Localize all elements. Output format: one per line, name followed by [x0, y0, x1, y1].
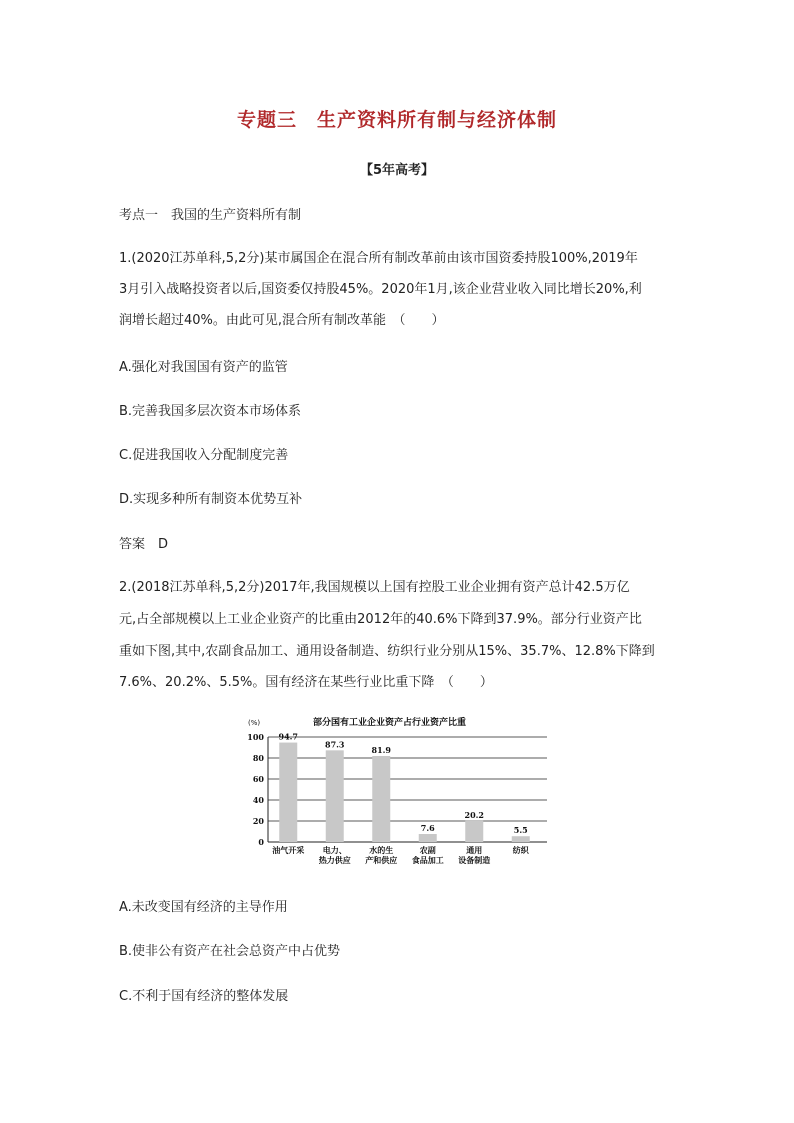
y-tick-label-100: 100	[247, 732, 264, 742]
q2-option-b: B.使非公有资产在社会总资产中占优势	[119, 944, 341, 959]
chart-title: 部分国有工业企业资产占行业资产比重	[313, 718, 467, 728]
q1-option-c: C.促进我国收入分配制度完善	[119, 448, 289, 463]
x-tick-label-1-1: 热力供应	[318, 856, 351, 865]
q2-stem-line-2: 元,占全部规模以上工业企业资产的比重由2012年的40.6%下降到37.9%。部分行业资产比	[119, 612, 642, 627]
y-axis-label: (%)	[248, 719, 261, 727]
y-tick-label-20: 20	[252, 816, 264, 826]
q2-stem-line-3: 重如下图,其中,农副食品加工、通用设备制造、纺织行业分别从15%、35.7%、12.8%下降到	[119, 644, 655, 659]
bar-2	[372, 756, 390, 842]
q1-option-d: D.实现多种所有制资本优势互补	[119, 492, 303, 507]
y-tick-label-40: 40	[252, 795, 264, 805]
bar-4	[465, 821, 483, 842]
data-label-0: 94.7	[278, 731, 298, 742]
data-label-5: 5.5	[513, 825, 528, 836]
q1-answer: 答案 D	[119, 537, 169, 552]
x-tick-label-3-1: 食品加工	[411, 856, 444, 865]
x-tick-label-2-0: 水的生	[369, 846, 394, 855]
q1-option-a: A.强化对我国国有资产的监管	[119, 360, 288, 375]
q2-stem-line-4: 7.6%、20.2%、5.5%。国有经济在某些行业比重下降 （ ）	[119, 675, 493, 690]
x-tick-label-4-0: 通用	[466, 846, 483, 855]
bar-1	[326, 750, 344, 842]
data-label-3: 7.6	[420, 823, 435, 834]
data-label-2: 81.9	[371, 745, 391, 756]
data-label-1: 87.3	[325, 739, 345, 750]
page-title: 专题三 生产资料所有制与经济体制	[236, 109, 557, 131]
q1-option-b: B.完善我国多层次资本市场体系	[119, 404, 302, 419]
bar-3	[419, 834, 437, 842]
section-subtitle: 【5年高考】	[359, 163, 435, 178]
q2-option-a: A.未改变国有经济的主导作用	[119, 900, 288, 915]
y-tick-label-80: 80	[252, 753, 264, 763]
x-tick-label-0-0: 油气开采	[272, 846, 305, 855]
bar-0	[279, 743, 297, 842]
bar-5	[512, 836, 530, 842]
q2-option-c: C.不利于国有经济的整体发展	[119, 989, 289, 1004]
q2-stem-line-1: 2.(2018江苏单科,5,2分)2017年,我国规模以上国有控股工业企业拥有资产总计42.5万亿	[119, 580, 630, 595]
data-label-4: 20.2	[464, 809, 484, 820]
bar-chart-svg	[238, 713, 548, 873]
x-tick-label-1-0: 电力、	[322, 846, 347, 855]
y-tick-label-0: 0	[258, 837, 264, 847]
y-tick-label-60: 60	[252, 774, 264, 784]
x-tick-label-2-1: 产和供应	[365, 856, 398, 865]
q1-stem-line-2: 3月引入战略投资者以后,国资委仅持股45%。2020年1月,该企业营业收入同比增长20%,利	[119, 282, 642, 297]
x-tick-label-5-0: 纺织	[512, 846, 529, 855]
topic-heading: 考点一 我国的生产资料所有制	[119, 208, 302, 223]
q1-stem-line-3: 润增长超过40%。由此可见,混合所有制改革能 （ ）	[119, 313, 445, 328]
q1-stem-line-1: 1.(2020江苏单科,5,2分)某市属国企在混合所有制改革前由该市国资委持股100%,2019年	[119, 251, 638, 266]
bar-chart	[238, 713, 548, 873]
x-tick-label-4-1: 设备制造	[458, 856, 491, 865]
x-tick-label-3-0: 农副	[419, 846, 436, 855]
